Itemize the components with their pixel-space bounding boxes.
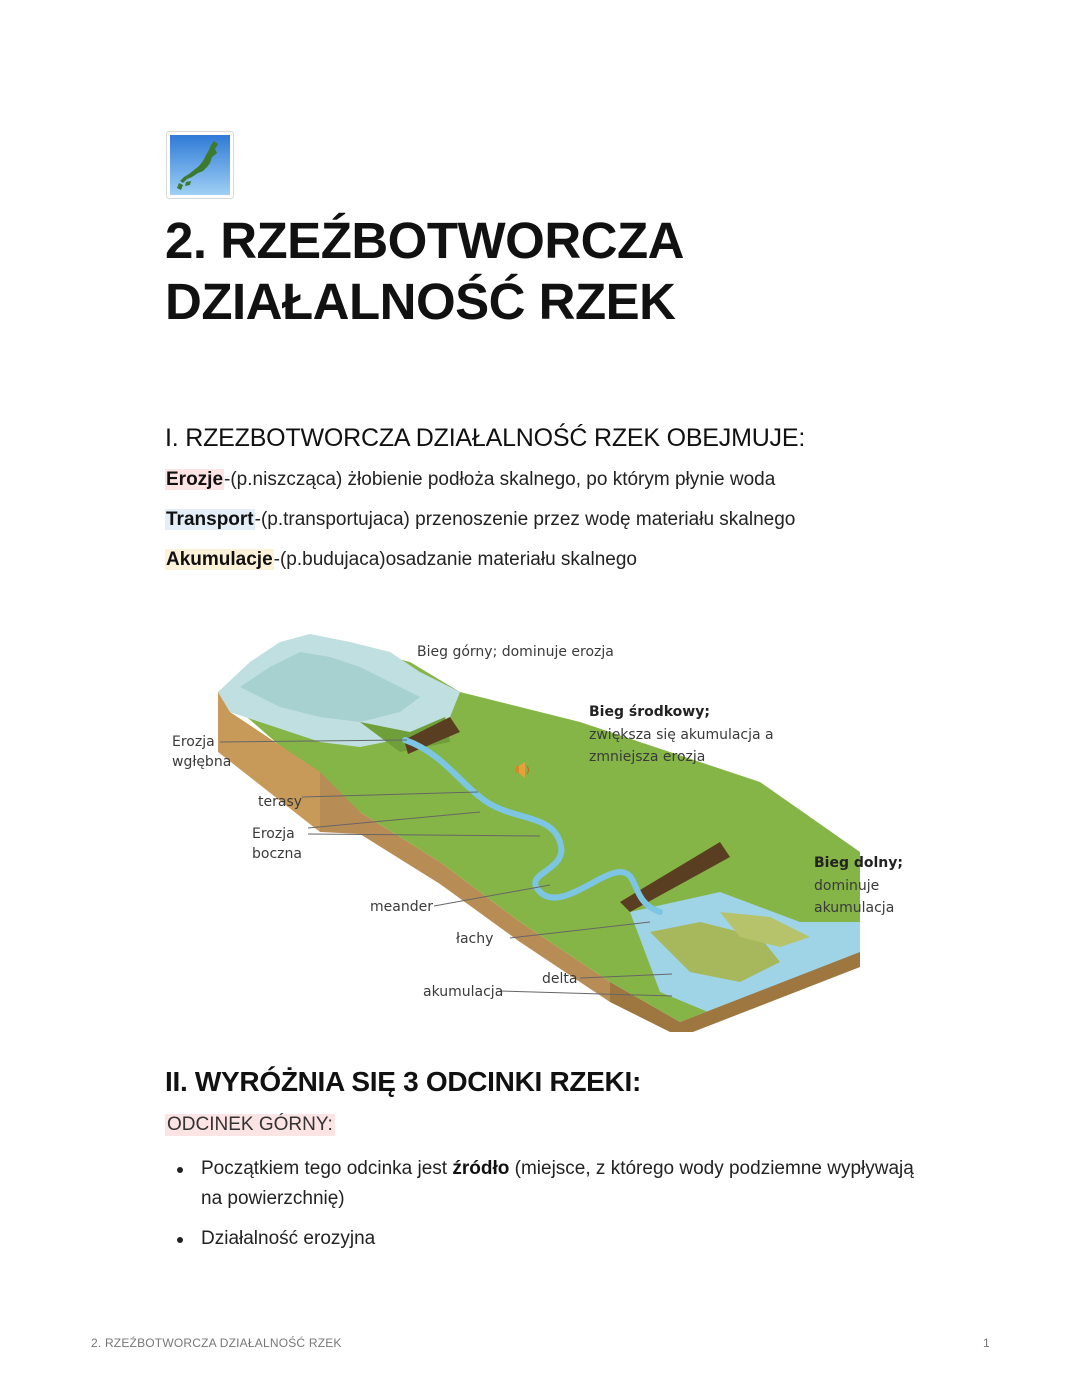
label-meander: meander <box>370 899 433 915</box>
label-akumulacja: akumulacja <box>423 984 504 1000</box>
label-erozja-boczna-2: boczna <box>252 846 302 862</box>
definition-text: -(p.niszcząca) żłobienie podłoża skalnego, po którym płynie woda <box>224 469 776 490</box>
label-erozja-wglebna-2: wgłębna <box>172 754 232 770</box>
list-item <box>170 1154 930 1214</box>
river-course-diagram <box>160 622 920 1032</box>
label-upper-rest: dominuje erozja <box>497 644 614 660</box>
definition-akumulacja <box>165 549 637 571</box>
label-lower-line1: dominuje <box>814 878 880 894</box>
list-item <box>170 1224 930 1254</box>
japan-map-icon-graphic <box>170 135 230 195</box>
label-middle-line1: zwiększa się akumulacja a <box>589 727 774 743</box>
japan-map-icon <box>166 131 234 199</box>
definition-transport <box>165 509 795 531</box>
term-erozja: Erozje <box>166 469 224 490</box>
label-lachy: łachy <box>456 931 494 947</box>
label-delta: delta <box>542 971 578 987</box>
label-erozja-wglebna-1: Erozja <box>172 734 215 750</box>
label-lower-line2: akumulacja <box>814 900 895 916</box>
footer-title: 2. RZEŹBOTWORCZA DZIAŁALNOŚĆ RZEK <box>91 1336 342 1350</box>
term-transport: Transport <box>166 509 254 530</box>
bullet-bold: źródło <box>452 1158 510 1179</box>
bullet-text: Początkiem tego odcinka jest <box>201 1158 453 1179</box>
page-number: 1 <box>983 1336 990 1350</box>
label-upper-bold: Bieg górny; <box>417 644 498 660</box>
segment-label-upper: ODCINEK GÓRNY: <box>167 1114 333 1135</box>
definition-text: -(p.budujaca)osadzanie materiału skalnego <box>273 549 637 570</box>
definition-erozja <box>165 469 775 491</box>
page-title: 2. RZEŹBOTWORCZA DZIAŁALNOŚĆ RZEK <box>165 212 683 330</box>
section-heading-1: I. RZEZBOTWORCZA DZIAŁALNOŚĆ RZEK OBEJMUJE: <box>165 424 806 452</box>
label-upper-course <box>417 644 614 660</box>
bullet-text: Działalność erozyjna <box>201 1228 376 1249</box>
bullet-text: (miejsce, z którego wody podziemne wypływają na powierzchnię) <box>201 1158 914 1209</box>
label-terasy: terasy <box>258 794 303 810</box>
section-heading-2: II. WYRÓŻNIA SIĘ 3 ODCINKI RZEKI: <box>165 1066 641 1097</box>
label-middle-bold: Bieg środkowy; <box>589 704 710 720</box>
label-lower-bold: Bieg dolny; <box>814 855 903 871</box>
bullet-list <box>170 1154 930 1264</box>
label-erozja-boczna-1: Erozja <box>252 826 295 842</box>
term-akumulacja: Akumulacje <box>166 549 273 570</box>
label-middle-line2: zmniejsza erozja <box>589 749 706 765</box>
definition-text: -(p.transportujaca) przenoszenie przez wodę materiału skalnego <box>254 509 796 530</box>
